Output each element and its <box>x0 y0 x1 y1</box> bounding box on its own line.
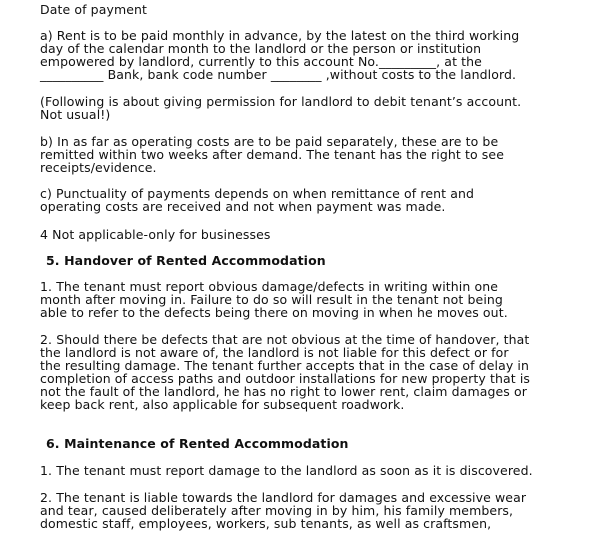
item-4-note: 4 Not applicable-only for businesses <box>40 227 271 242</box>
debit-note-line-1: (Following is about giving permission for landlord to debit tenant’s account. <box>40 94 522 109</box>
maintenance-para-2-line-3: domestic staff, employees, workers, sub tenants, as well as craftsmen, <box>40 516 492 531</box>
maintenance-para-1: 1. The tenant must report damage to the landlord as soon as it is discovered. <box>40 463 533 478</box>
debit-note-line-2: Not usual!) <box>40 107 111 122</box>
rent-paragraph-line-1: a) Rent is to be paid monthly in advance, by the latest on the third working <box>40 28 520 43</box>
handover-para-1-line-3: able to refer to the defects being there on moving in when he moves out. <box>40 305 508 320</box>
handover-para-1-line-1: 1. The tenant must report obvious damage/defects in writing within one <box>40 279 499 294</box>
rent-paragraph-line-2: day of the calendar month to the landlord or the person or institution <box>40 41 482 56</box>
maintenance-para-2-line-1: 2. The tenant is liable towards the landlord for damages and excessive wear <box>40 490 527 505</box>
handover-para-2-line-1: 2. Should there be defects that are not obvious at the time of handover, that <box>40 332 530 347</box>
handover-para-2-line-5: not the fault of the landlord, he has no right to lower rent, claim damages or <box>40 384 527 399</box>
rent-paragraph-line-3: empowered by landlord, currently to this account No._________, at the <box>40 54 482 69</box>
handover-para-2-line-3: the resulting damage. The tenant further accepts that in the case of delay in <box>40 358 530 373</box>
handover-para-2-line-4: completion of access paths and outdoor installations for new property that is <box>40 371 531 386</box>
handover-para-2-line-2: the landlord is not aware of, the landlord is not liable for this defect or for <box>40 345 509 360</box>
punctuality-line-1: c) Punctuality of payments depends on when remittance of rent and <box>40 186 475 201</box>
section-5-heading: 5. Handover of Rented Accommodation <box>46 253 326 268</box>
operating-costs-line-3: receipts/evidence. <box>40 160 157 175</box>
maintenance-para-2-line-2: and tear, caused deliberately after moving in by him, his family members, <box>40 503 514 518</box>
handover-para-2-line-6: keep back rent, also applicable for subsequent roadwork. <box>40 397 405 412</box>
rent-paragraph-line-4: __________ Bank, bank code number ________ ,without costs to the landlord. <box>40 67 517 82</box>
operating-costs-line-2: remitted within two weeks after demand. The tenant has the right to see <box>40 147 504 162</box>
date-of-payment-label: Date of payment <box>40 2 148 17</box>
punctuality-line-2: operating costs are received and not when payment was made. <box>40 199 446 214</box>
section-6-heading: 6. Maintenance of Rented Accommodation <box>46 436 349 451</box>
operating-costs-line-1: b) In as far as operating costs are to be paid separately, these are to be <box>40 134 499 149</box>
handover-para-1-line-2: month after moving in. Failure to do so will result in the tenant not being <box>40 292 503 307</box>
